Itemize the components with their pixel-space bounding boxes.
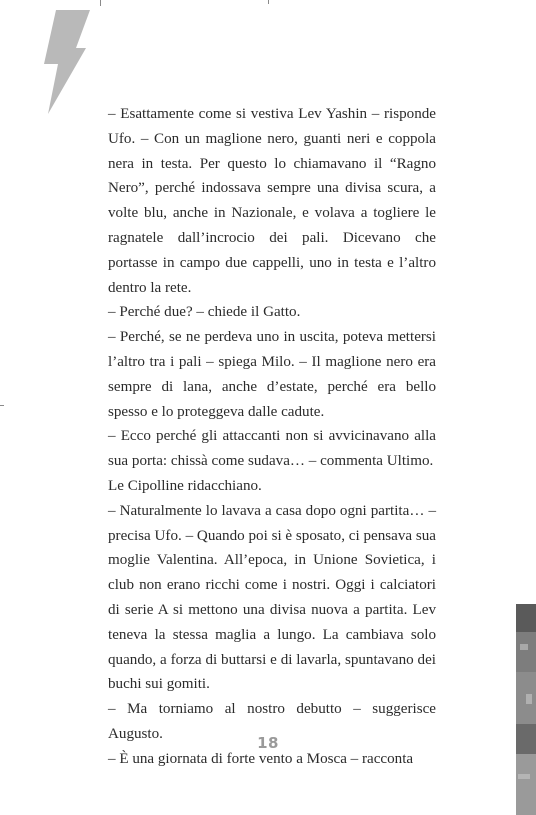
- body-text: [108, 102, 436, 772]
- paragraph: – Esattamente come si vestiva Lev Yashin – risponde Ufo. – Con un maglione nero, guanti neri e coppola nera in testa. Per questo lo chiamavano il “Ragno Nero”, perché indossava sempre una divisa scura, a volte blu, anche in Nazionale, e volava a togliere le ragnatele dall’incrocio dei pali. Dicevano che portasse in campo due cappelli, uno in testa e l’altro dentro la rete.: [108, 106, 436, 296]
- crop-mark-left: [0, 405, 4, 406]
- paragraph: – Ma torniamo al nostro debutto – suggerisce Augusto.: [108, 701, 436, 742]
- paragraph: – Naturalmente lo lavava a casa dopo ogni partita… – precisa Ufo. – Quando poi si è sposato, ci pensava sua moglie Valentina. All’epoca, in Unione Sovietica, i club non erano ricchi come i nostri. Oggi i calciatori di serie A si mettono una divisa nuova a partita. Lev teneva la stessa maglia a lungo. La cambiava solo quando, a forza di buttarsi e di lavarla, spuntavano dei buchi sui gomiti.: [108, 502, 436, 693]
- page-number: 18: [257, 734, 279, 752]
- paragraph: – Perché, se ne perdeva uno in uscita, poteva mettersi l’altro tra i pali – spiega Milo. – Il maglione nero era sempre di lana, anche d’estate, perché era bello spesso e lo proteggeva dalle cadute.: [108, 329, 436, 420]
- paragraph: Le Cipolline ridacchiano.: [108, 477, 262, 494]
- lightning-bolt-icon: [42, 10, 90, 114]
- paragraph: – Ecco perché gli attaccanti non si avvicinavano alla sua porta: chissà come sudava… – commenta Ultimo.: [108, 428, 436, 470]
- crop-mark-top-right: [268, 0, 269, 4]
- paragraph: – È una giornata di forte vento a Mosca – racconta: [108, 750, 414, 767]
- paragraph: – Perché due? – chiede il Gatto.: [108, 304, 301, 321]
- edge-photo-strip: [516, 604, 536, 815]
- crop-mark-top-left: [100, 0, 101, 6]
